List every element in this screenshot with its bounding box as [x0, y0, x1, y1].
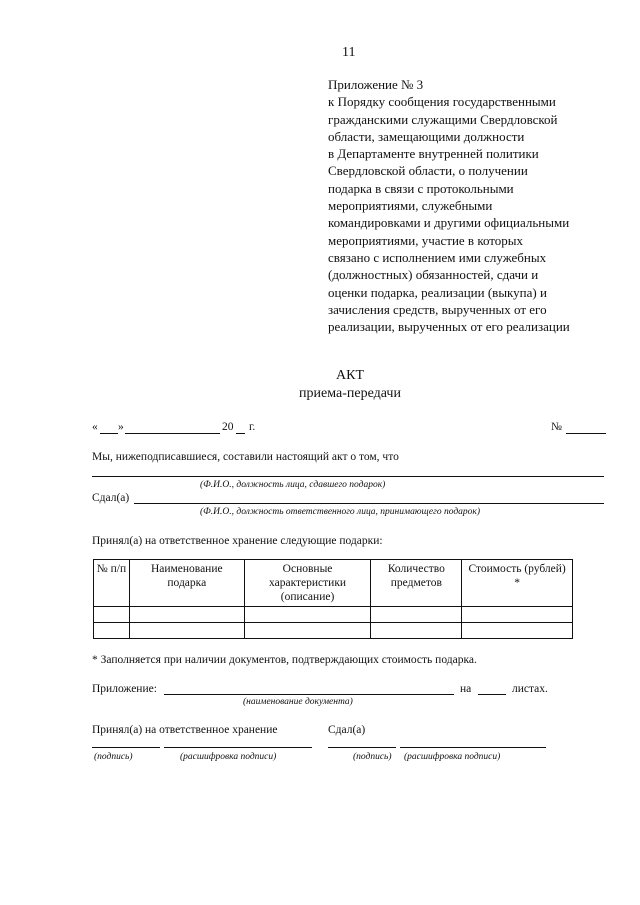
attachment-on: на [460, 683, 472, 695]
statement-text: Мы, нижеподписавшиеся, составили настоящий акт о том, что [92, 451, 399, 463]
table-row [94, 607, 573, 623]
table-cell[interactable] [371, 607, 462, 623]
appendix-line: оценки подарка, реализации (выкупа) и [328, 284, 547, 300]
accepted-decode-hint: (расшифровка подписи) [180, 752, 277, 762]
handed-signature-line[interactable] [328, 747, 396, 748]
giver-line[interactable] [92, 476, 604, 477]
accepted-decode-line[interactable] [164, 747, 312, 748]
table-cell[interactable] [371, 623, 462, 639]
act-title: АКТ [336, 368, 364, 383]
handed-decode-hint: (расшифровка подписи) [404, 752, 501, 762]
appendix-line: в Департаменте внутренней политики [328, 146, 539, 162]
attachment-doc-line[interactable] [164, 694, 454, 695]
appendix-line: Свердловской области, о получении [328, 163, 528, 179]
date-day-blank[interactable] [100, 433, 118, 434]
table-cell[interactable] [244, 623, 371, 639]
gifts-table [93, 559, 573, 639]
col-header-number: № п/п [94, 560, 130, 607]
attachment-hint: (наименование документа) [243, 697, 353, 707]
col-header-cost: Стоимость (рублей) * [462, 560, 573, 607]
appendix-line: мероприятиями, участие в которых [328, 232, 524, 248]
table-cell[interactable] [462, 607, 573, 623]
appendix-line: области, замещающими должности [328, 128, 525, 144]
accepted-signature-line[interactable] [92, 747, 160, 748]
appendix-title: Приложение № 3 [328, 77, 424, 92]
appendix-line: реализации, вырученных от его реализации [328, 319, 570, 335]
date-year-suffix: г. [249, 421, 256, 433]
date-quote-open: « [92, 421, 98, 433]
appendix-line: связано с исполнением ими служебных [328, 249, 547, 265]
act-number-blank[interactable] [566, 433, 606, 434]
date-quote-close: » [118, 421, 124, 433]
appendix-line: командировками и другими официальными [328, 215, 570, 231]
table-cell[interactable] [129, 623, 244, 639]
attachment-sheets-blank[interactable] [478, 694, 506, 695]
table-cell[interactable] [244, 607, 371, 623]
attachment-sheets: листах. [512, 683, 548, 695]
giver-hint: (Ф.И.О., должность лица, сдавшего подарок) [200, 480, 386, 490]
table-cell[interactable] [462, 623, 573, 639]
page-number: 11 [342, 45, 356, 60]
accepted-text: Принял(а) на ответственное хранение следующие подарки: [92, 535, 383, 547]
appendix-line: мероприятиями, служебными [328, 198, 493, 214]
appendix-line: (должностных) обязанностей, сдачи и [328, 267, 539, 283]
handed-sign-hint: (подпись) [353, 752, 392, 762]
act-number-label: № [551, 421, 562, 433]
date-year-blank[interactable] [236, 433, 245, 434]
receiver-hint: (Ф.И.О., должность ответственного лица, принимающего подарок) [200, 507, 481, 517]
receiver-line[interactable] [134, 503, 604, 504]
act-subtitle: приема-передачи [299, 386, 401, 401]
table-cell[interactable] [94, 623, 130, 639]
sign-handed-label: Сдал(а) [328, 724, 366, 736]
footnote: * Заполняется при наличии документов, подтверждающих стоимость подарка. [92, 654, 477, 666]
appendix-line: к Порядку сообщения государственными [328, 94, 556, 110]
appendix-line: подарка в связи с протокольными [328, 180, 514, 196]
sign-accepted-label: Принял(а) на ответственное хранение [92, 724, 278, 736]
appendix-line: зачисления средств, вырученных от его [328, 301, 547, 317]
appendix-block [328, 76, 570, 335]
attachment-label: Приложение: [92, 683, 157, 695]
handed-label: Сдал(а) [92, 492, 130, 504]
date-month-blank[interactable] [125, 433, 220, 434]
col-header-quantity: Количество предметов [371, 560, 462, 607]
accepted-sign-hint: (подпись) [94, 752, 133, 762]
handed-decode-line[interactable] [400, 747, 546, 748]
appendix-line: гражданскими служащими Свердловской [328, 111, 558, 127]
table-cell[interactable] [129, 607, 244, 623]
date-year-prefix: 20 [222, 421, 234, 433]
table-header-row [94, 560, 573, 607]
col-header-name: Наименование подарка [129, 560, 244, 607]
col-header-description: Основные характеристики (описание) [244, 560, 371, 607]
table-cell[interactable] [94, 607, 130, 623]
table-row [94, 623, 573, 639]
